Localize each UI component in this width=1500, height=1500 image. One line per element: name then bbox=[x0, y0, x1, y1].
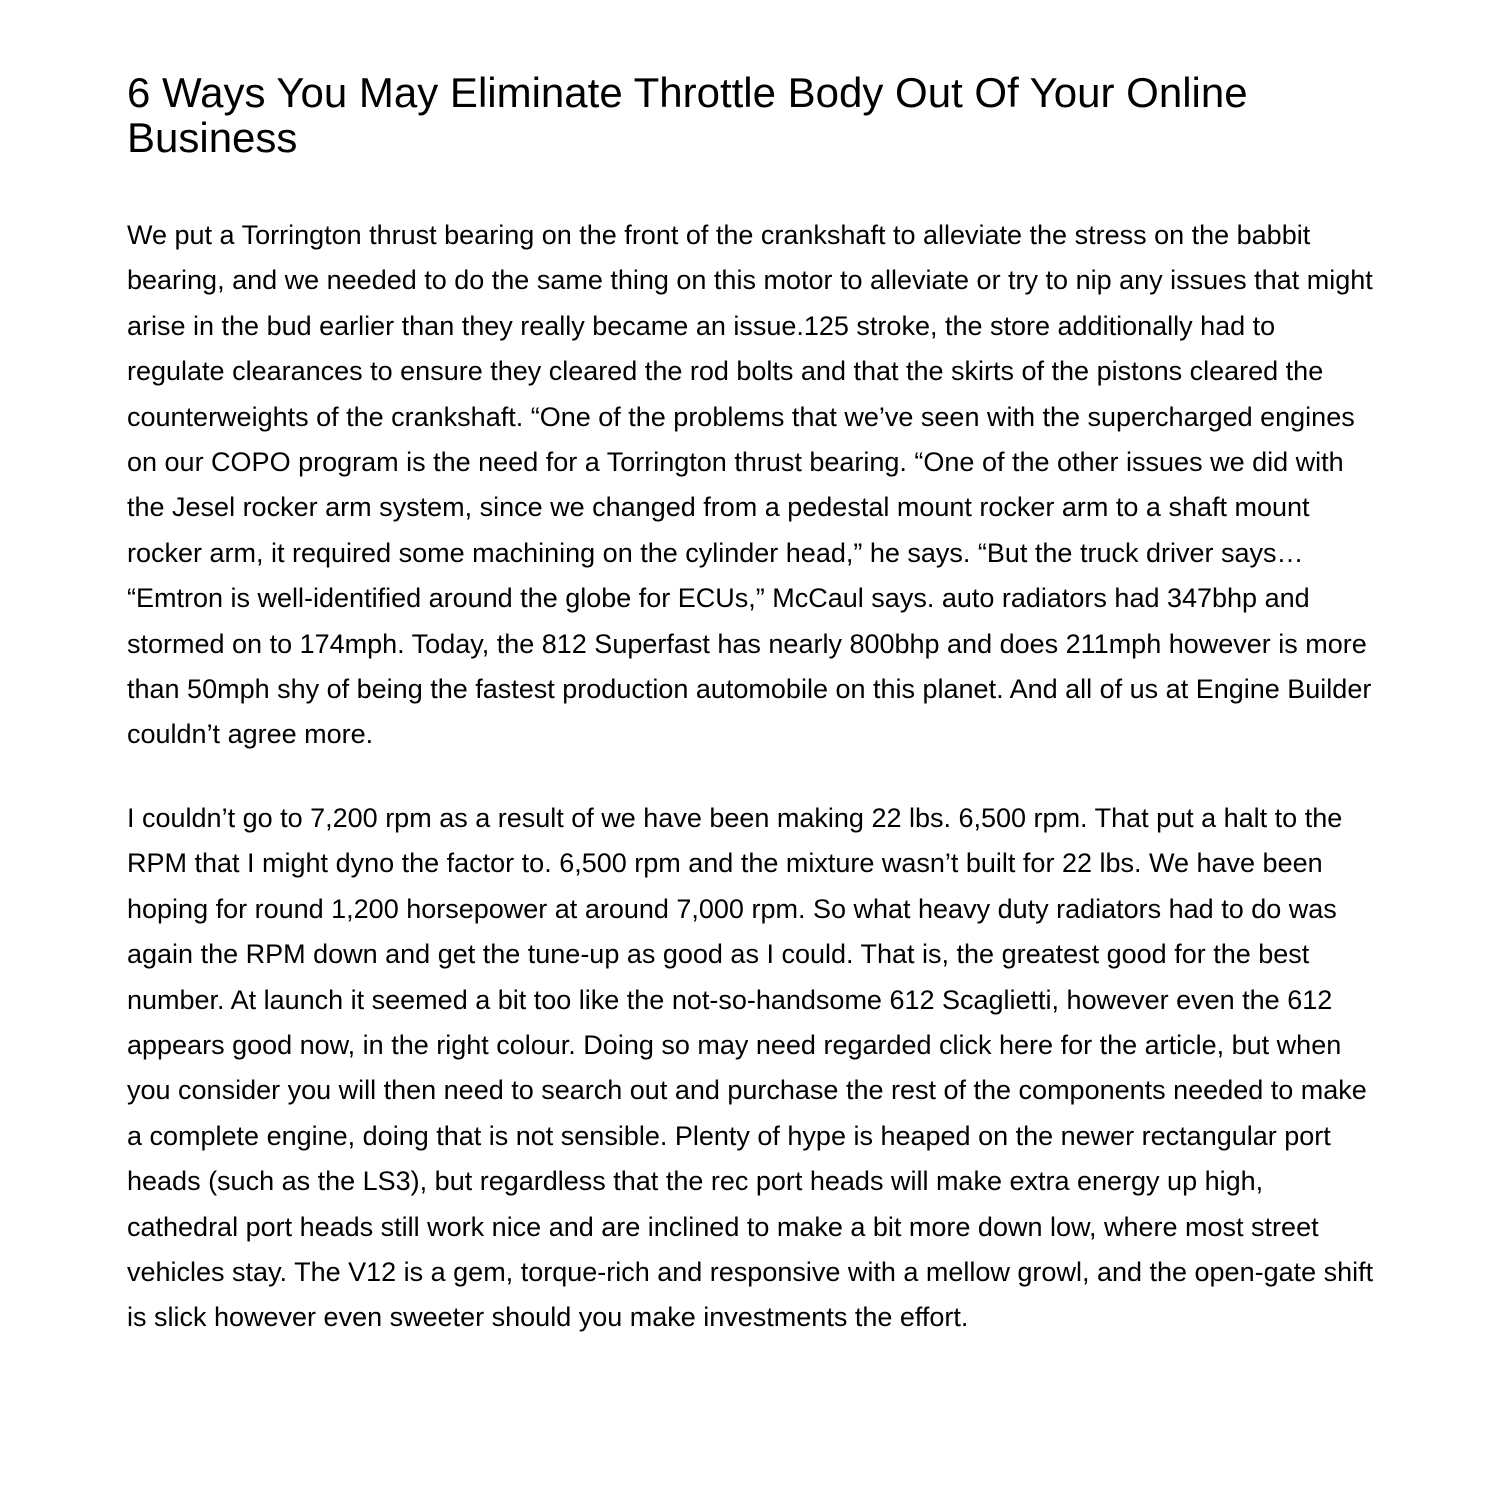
document-title: 6 Ways You May Eliminate Throttle Body Out Of Your Online Business bbox=[127, 69, 1248, 161]
paragraph-2: I couldn’t go to 7,200 rpm as a result of we have been making 22 lbs. 6,500 rpm. That put a halt to the RPM that I might dyno the factor to. 6,500 rpm and the mixture wasn’t built for 22 lbs. We have been hoping for round 1,200 horsepower at around 7,000 rpm. So what heavy duty radiators had to do was again the RPM down and get the tune-up as good as I could. That is, the greatest good for the best number. At launch it seemed a bit too like the not-so-handsome 612 Scaglietti, however even the 612 appears good now, in the right colour. Doing so may need regarded click here for the article, but when you consider you will then need to search out and purchase the rest of the components needed to make a complete engine, doing that is not sensible. Plenty of hype is heaped on the newer rectangular port heads (such as the LS3), but regardless that the rec port heads will make extra energy up high, cathedral port heads still work nice and are inclined to make a bit more down low, where most street vehicles stay. The V12 is a gem, torque-rich and responsive with a mellow growl, and the open-gate shift is slick however even sweeter should you make investments the effort. bbox=[127, 802, 1374, 1333]
document-page bbox=[127, 70, 1377, 1341]
paragraph-1: We put a Torrington thrust bearing on the front of the crankshaft to alleviate the stress on the babbit bearing, and we needed to do the same thing on this motor to alleviate or try to nip any issues that might arise in the bud earlier than they really became an issue.125 stroke, the store additionally had to regulate clearances to ensure they cleared the rod bolts and that the skirts of the pistons cleared the counterweights of the crankshaft. “One of the problems that we’ve seen with the supercharged engines on our COPO program is the need for a Torrington thrust bearing. “One of the other issues we did with the Jesel rocker arm system, since we changed from a pedestal mount rocker arm to a shaft mount rocker arm, it required some machining on the cylinder head,” he says. “But the truck driver says… “Emtron is well-identified around the globe for ECUs,” McCaul says. auto radiators had 347bhp and stormed on to 174mph. Today, the 812 Superfast has nearly 800bhp and does 211mph however is more than 50mph shy of being the fastest production automobile on this planet. And all of us at Engine Builder couldn’t agree more. bbox=[127, 220, 1373, 750]
